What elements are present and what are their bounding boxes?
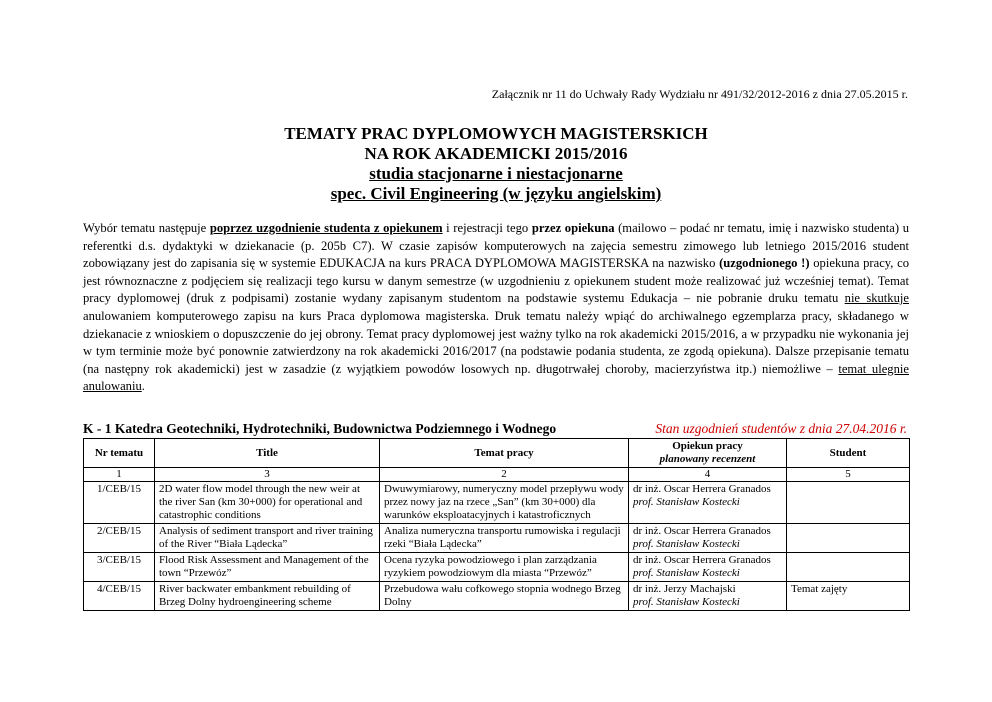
reviewer-name: prof. Stanisław Kostecki	[633, 567, 740, 579]
cell-student: Temat zajęty	[787, 582, 910, 611]
intro-text-2: i rejestracji tego	[442, 221, 532, 235]
column-number: 5	[787, 468, 910, 482]
cell-opiekun	[629, 553, 787, 582]
cell-opiekun	[629, 482, 787, 524]
title-line-1: TEMATY PRAC DYPLOMOWYCH MAGISTERSKICH	[284, 124, 708, 143]
cell-title: Flood Risk Assessment and Management of the town “Przewóz”	[155, 553, 380, 582]
reviewer-name: prof. Stanisław Kostecki	[633, 538, 740, 550]
table-row	[84, 582, 910, 611]
cell-temat: Ocena ryzyka powodziowego i plan zarządzania ryzykiem powodziowym dla miasta “Przewóz”	[380, 553, 629, 582]
cell-nr: 4/CEB/15	[84, 582, 155, 611]
annex-note: Załącznik nr 11 do Uchwały Rady Wydziału nr 491/32/2012-2016 z dnia 27.05.2015 r.	[491, 87, 908, 101]
header-opiekun-line: Opiekun pracy	[672, 440, 743, 452]
cell-temat: Analiza numeryczna transportu rumowiska i regulacji rzeki “Biała Lądecka”	[380, 524, 629, 553]
cell-student	[787, 482, 910, 524]
intro-emphasis-2: przez opiekuna	[531, 221, 615, 235]
cell-temat: Przebudowa wału cofkowego stopnia wodnego Brzeg Dolny	[380, 582, 629, 611]
table-header-row	[84, 439, 910, 468]
title-line-3: studia stacjonarne i niestacjonarne	[369, 164, 623, 183]
column-number: 3	[155, 468, 380, 482]
column-number: 4	[629, 468, 787, 482]
column-number: 2	[380, 468, 629, 482]
header-student: Student	[787, 439, 910, 468]
intro-text-5: anulowaniem komputerowego zapisu na kurs Praca dyplomowa magisterska. Druk tematu należy wpiąć do archiwalnego egzemplarza pracy, składanego w dziekanacie z wnioskiem o dopuszczenie do jej obrony. Temat pracy dyplomowej jest ważny tylko na rok akademicki 2015/2016, a w przypadku nie wykonania jej w tym terminie może być ponownie zatwierdzony na rok akademicki 2016/2017 (na podstawie podania studenta, ze zgodą opiekuna). Dalsze przepisanie tematu (na następny rok akademicki) jest w zasadzie (z wyjątkiem powodów losowych np. długotrwałej choroby, macierzyństwa itp.) niemożliwe –	[83, 308, 909, 376]
cell-title: 2D water flow model through the new weir at the river San (km 30+000) for operational and catastrophic conditions	[155, 482, 380, 524]
table-row	[84, 553, 910, 582]
title-line-2: NA ROK AKADEMICKI 2015/2016	[364, 144, 628, 163]
header-title: Title	[155, 439, 380, 468]
header-temat: Temat pracy	[380, 439, 629, 468]
supervisor-name: dr inż. Oscar Herrera Granados	[633, 554, 771, 566]
cell-nr: 2/CEB/15	[84, 524, 155, 553]
topics-table	[83, 438, 910, 611]
cell-title: Analysis of sediment transport and river training of the River “Biała Lądecka”	[155, 524, 380, 553]
supervisor-name: dr inż. Jerzy Machajski	[633, 583, 736, 595]
title-line-4: spec. Civil Engineering (w języku angielskim)	[330, 184, 662, 203]
reviewer-name: prof. Stanisław Kostecki	[633, 496, 740, 508]
header-nr: Nr tematu	[84, 439, 155, 468]
intro-text-1: Wybór tematu następuje	[83, 221, 210, 235]
cell-nr: 1/CEB/15	[84, 482, 155, 524]
intro-text-4: opiekuna pracy, co jest równoznaczne z podjęciem się realizacji tego kursu w danym semestrze (w uzgodnieniu z opiekunem student może realizować już wcześniej temat). Temat pracy dyplomowej (druk z podpisami) zostanie wydany zapisanym studentom na podstawie systemu Edukacja – nie pobranie druku tematu	[83, 256, 909, 306]
intro-emphasis-1: poprzez uzgodnienie studenta z opiekunem	[209, 221, 443, 235]
column-number: 1	[84, 468, 155, 482]
department-name: K - 1 Katedra Geotechniki, Hydrotechniki, Budownictwa Podziemnego i Wodnego	[83, 421, 557, 436]
cell-nr: 3/CEB/15	[84, 553, 155, 582]
intro-emphasis-5: temat ulegnie anulowaniu	[83, 361, 909, 394]
cell-opiekun	[629, 524, 787, 553]
header-opiekun	[629, 439, 787, 468]
cell-student	[787, 524, 910, 553]
supervisor-name: dr inż. Oscar Herrera Granados	[633, 525, 771, 537]
cell-student	[787, 553, 910, 582]
document-title	[0, 124, 992, 204]
intro-text-3: (mailowo – podać nr tematu, imię i nazwisko studenta) u referentki d.s. dydaktyki w dziekanacie (p. 205b C7). W czasie zapisów komputerowych na zajęcia semestru zimowego lub letniego 2015/2016 student zobowiązany jest do zapisania się w systemie EDUKACJA na kurs PRACA DYPLOMOWA MAGISTERSKA na nazwisko	[83, 221, 909, 271]
cell-opiekun	[629, 582, 787, 611]
intro-emphasis-3: (uzgodnionego !)	[719, 256, 810, 271]
department-header	[83, 421, 909, 439]
table-row	[84, 524, 910, 553]
column-number-row	[84, 468, 910, 482]
table-row	[84, 482, 910, 524]
intro-text-6: .	[141, 379, 145, 394]
status-date: Stan uzgodnień studentów z dnia 27.04.2016 r.	[655, 421, 907, 436]
cell-temat: Dwuwymiarowy, numeryczny model przepływu wody przez nowy jaz na rzece „San” (km 30+000) dla warunków eksploatacyjnych i katastroficznych	[380, 482, 629, 524]
header-recenzent-line: planowany recenzent	[659, 453, 756, 465]
supervisor-name: dr inż. Oscar Herrera Granados	[633, 483, 771, 495]
intro-emphasis-4: nie skutkuje	[844, 291, 909, 306]
intro-paragraph	[83, 220, 909, 396]
reviewer-name: prof. Stanisław Kostecki	[633, 596, 740, 608]
cell-title: River backwater embankment rebuilding of Brzeg Dolny hydroengineering scheme	[155, 582, 380, 611]
